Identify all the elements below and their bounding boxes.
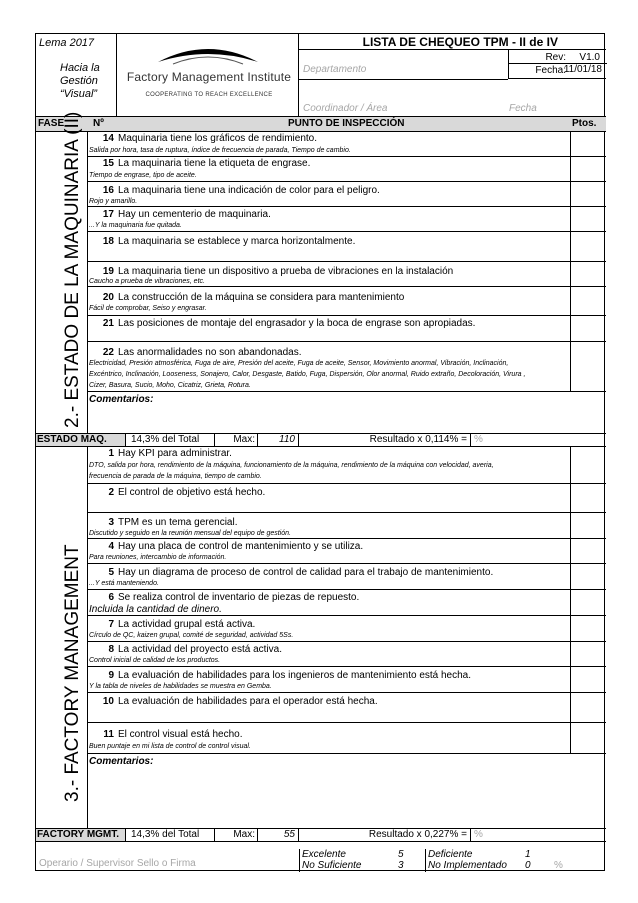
score-cell[interactable] (570, 616, 606, 641)
legend-value: 0 (525, 860, 531, 871)
lema-line: Gestión (60, 75, 98, 87)
score-cell[interactable] (570, 484, 606, 512)
result-value[interactable]: % (470, 434, 606, 446)
legend-value: 3 (398, 860, 404, 871)
checklist-item: 6 Se realiza control de inventario de piezas de repuesto. Incluida la cantidad de dinero. (88, 590, 606, 616)
score-legend (299, 849, 606, 872)
checklist-item: 22 Las anormalidades no son abandonadas. Electricidad, Presión atmosférica, Fuga de aire, Presión del aceite, Fuga de aceite, Sensor, Movimiento anormal, Vibración, Inclinación, Excéntrico, Inclinación, Looseness, Sonajero, Calor, Desgaste, Batido, Fuga, Dispersión, Olor anormal, Ruido extraño, Decoloración, Virura , Cizer, Basura, Sucio, Moho, Cicatriz, Grieta, Rotura. (88, 342, 606, 392)
fecha-label: Fecha: (535, 65, 566, 76)
logo-swoosh-icon (153, 40, 263, 70)
checklist-item: 8 La actividad del proyecto está activa. Control inicial de calidad de los productos. (88, 642, 606, 667)
checklist-item: 17 Hay un cementerio de maquinaria. ...Y la maquinaria fue quitada. (88, 207, 606, 232)
checklist-item: 7 La actividad grupal está activa. Círculo de QC, kaizen grupal, comité de seguridad, actividad 5Ss. (88, 616, 606, 642)
col-fase: FASE (38, 118, 65, 129)
lema-line: Hacia la (60, 62, 100, 74)
max-value: 55 (257, 829, 299, 841)
legend-label: Deficiente (428, 849, 473, 860)
total-label: FACTORY MGMT. (36, 829, 126, 841)
max-label: Max: (233, 434, 255, 445)
legend-label: No Implementado (428, 860, 507, 871)
rev-label: Rev: (545, 52, 566, 63)
total-percent: 14,3% del Total (126, 829, 215, 841)
header-info (299, 34, 606, 117)
total-label: ESTADO MAQ. (36, 434, 126, 446)
col-punto: PUNTO DE INSPECCIÓN (288, 118, 405, 129)
checklist-item: 14 Maquinaria tiene los gráficos de rendimiento. Salida por hora, tasa de ruptura, índice de frecuencia de parada, Tiempo de cambio. (88, 132, 606, 157)
column-header (36, 117, 606, 132)
checklist-item: 20 La construcción de la máquina se considera para mantenimiento Fácil de comprobar, Seiso y engrasar. (88, 287, 606, 316)
result-value[interactable]: % (470, 829, 606, 841)
section-total-row (36, 828, 606, 842)
document-header (36, 34, 606, 117)
score-cell[interactable] (570, 132, 606, 156)
result-label: Resultado x 0,114% = (369, 434, 467, 445)
checklist-item: 4 Hay una placa de control de mantenimiento y se utiliza. Para reuniones, intercambio de información. (88, 539, 606, 564)
result-label: Resultado x 0,227% = (368, 829, 467, 840)
signature-field[interactable]: Operario / Supervisor Sello o Firma (39, 858, 196, 869)
section-total-row (36, 433, 606, 447)
lema-box (36, 34, 117, 117)
score-cell[interactable] (570, 642, 606, 666)
checklist-item: 21 Las posiciones de montaje del engrasador y la boca de engrase son apropiadas. (88, 316, 606, 342)
checklist-item: 15 La maquinaria tiene la etiqueta de engrase. Tiempo de engrase, tipo de aceite. (88, 157, 606, 182)
comments-box[interactable]: Comentarios: (89, 756, 154, 767)
score-cell[interactable] (570, 262, 606, 286)
checklist-item: 5 Hay un diagrama de proceso de control de calidad para el trabajo de mantenimiento. ...Y está manteniendo. (88, 564, 606, 590)
score-cell[interactable] (570, 157, 606, 181)
date-field[interactable]: Fecha (509, 103, 537, 114)
checklist-item: 11 El control visual está hecho. Buen puntaje en mi lista de control de control visual. (88, 723, 606, 754)
score-cell[interactable] (570, 513, 606, 538)
coordinator-field[interactable]: Coordinador / Área (303, 103, 388, 114)
col-num: Nº (93, 118, 104, 129)
score-cell[interactable] (570, 539, 606, 563)
checklist-item: 2 El control de objetivo está hecho. (88, 484, 606, 513)
comments-box[interactable]: Comentarios: (89, 394, 154, 405)
checklist-item: 18 La maquinaria se establece y marca horizontalmente. (88, 232, 606, 262)
logo-name: Factory Management Institute (126, 70, 292, 84)
lema-title: Lema 2017 (39, 37, 95, 49)
score-cell[interactable] (570, 564, 606, 589)
score-cell[interactable] (570, 316, 606, 341)
checklist-item: 3 TPM es un tema gerencial. Discutido y seguido en la reunión mensual del equipo de gestión. (88, 513, 606, 539)
lema-line: “Visual” (60, 88, 98, 100)
checklist-item: 1 Hay KPI para administrar. DTO, salida por hora, rendimiento de la máquina, funcionamiento de la máquina, rendimiento de la máquina con velocidad, averia, frecuencia de parada de la máquina, tiempo de cambio. (88, 447, 606, 484)
checklist-sheet (35, 33, 605, 871)
checklist-item: 16 La maquinaria tiene una indicación de color para el peligro. Rojo y amarillo. (88, 182, 606, 207)
revision-box (508, 50, 606, 79)
section-label: 2.- ESTADO DE LA MAQUINARIA (II) (36, 132, 88, 434)
score-cell[interactable] (570, 693, 606, 722)
score-cell[interactable] (570, 182, 606, 206)
score-cell[interactable] (570, 667, 606, 692)
score-cell[interactable] (570, 342, 606, 391)
checklist-item: 10 La evaluación de habilidades para el operador está hecha. (88, 693, 606, 723)
checklist-item: 9 La evaluación de habilidades para los ingenieros de mantenimiento está hecha. Y la tabla de niveles de habilidades se muestra en Gemba. (88, 667, 606, 693)
score-cell[interactable] (570, 723, 606, 753)
document-title: LISTA DE CHEQUEO TPM - II de IV (299, 34, 606, 50)
legend-value: 1 (525, 849, 531, 860)
score-cell[interactable] (570, 447, 606, 483)
total-percent: 14,3% del Total (126, 434, 215, 446)
legend-value: 5 (398, 849, 404, 860)
legend-percent: % (554, 860, 563, 871)
department-field[interactable]: Departamento (303, 64, 367, 75)
score-cell[interactable] (570, 590, 606, 615)
col-ptos: Ptos. (572, 118, 597, 129)
legend-label: Excelente (302, 849, 346, 860)
score-cell[interactable] (570, 232, 606, 261)
max-value: 110 (257, 434, 299, 446)
score-cell[interactable] (570, 207, 606, 231)
checklist-item: 19 La maquinaria tiene un dispositivo a prueba de vibraciones en la instalación Caucho a prueba de vibraciones, etc. (88, 262, 606, 287)
logo-tagline: COOPERATING TO REACH EXCELLENCE (145, 92, 273, 98)
rev-value: V1.0 (579, 52, 600, 63)
section-factory-management (36, 447, 606, 828)
footer (36, 849, 606, 872)
legend-label: No Suficiente (302, 860, 362, 871)
section-label: 3.- FACTORY MANAGEMENT (36, 447, 88, 828)
score-cell[interactable] (570, 287, 606, 315)
max-label: Max: (233, 829, 255, 840)
fecha-value: 11/01/18 (563, 64, 602, 75)
company-logo (117, 34, 299, 117)
